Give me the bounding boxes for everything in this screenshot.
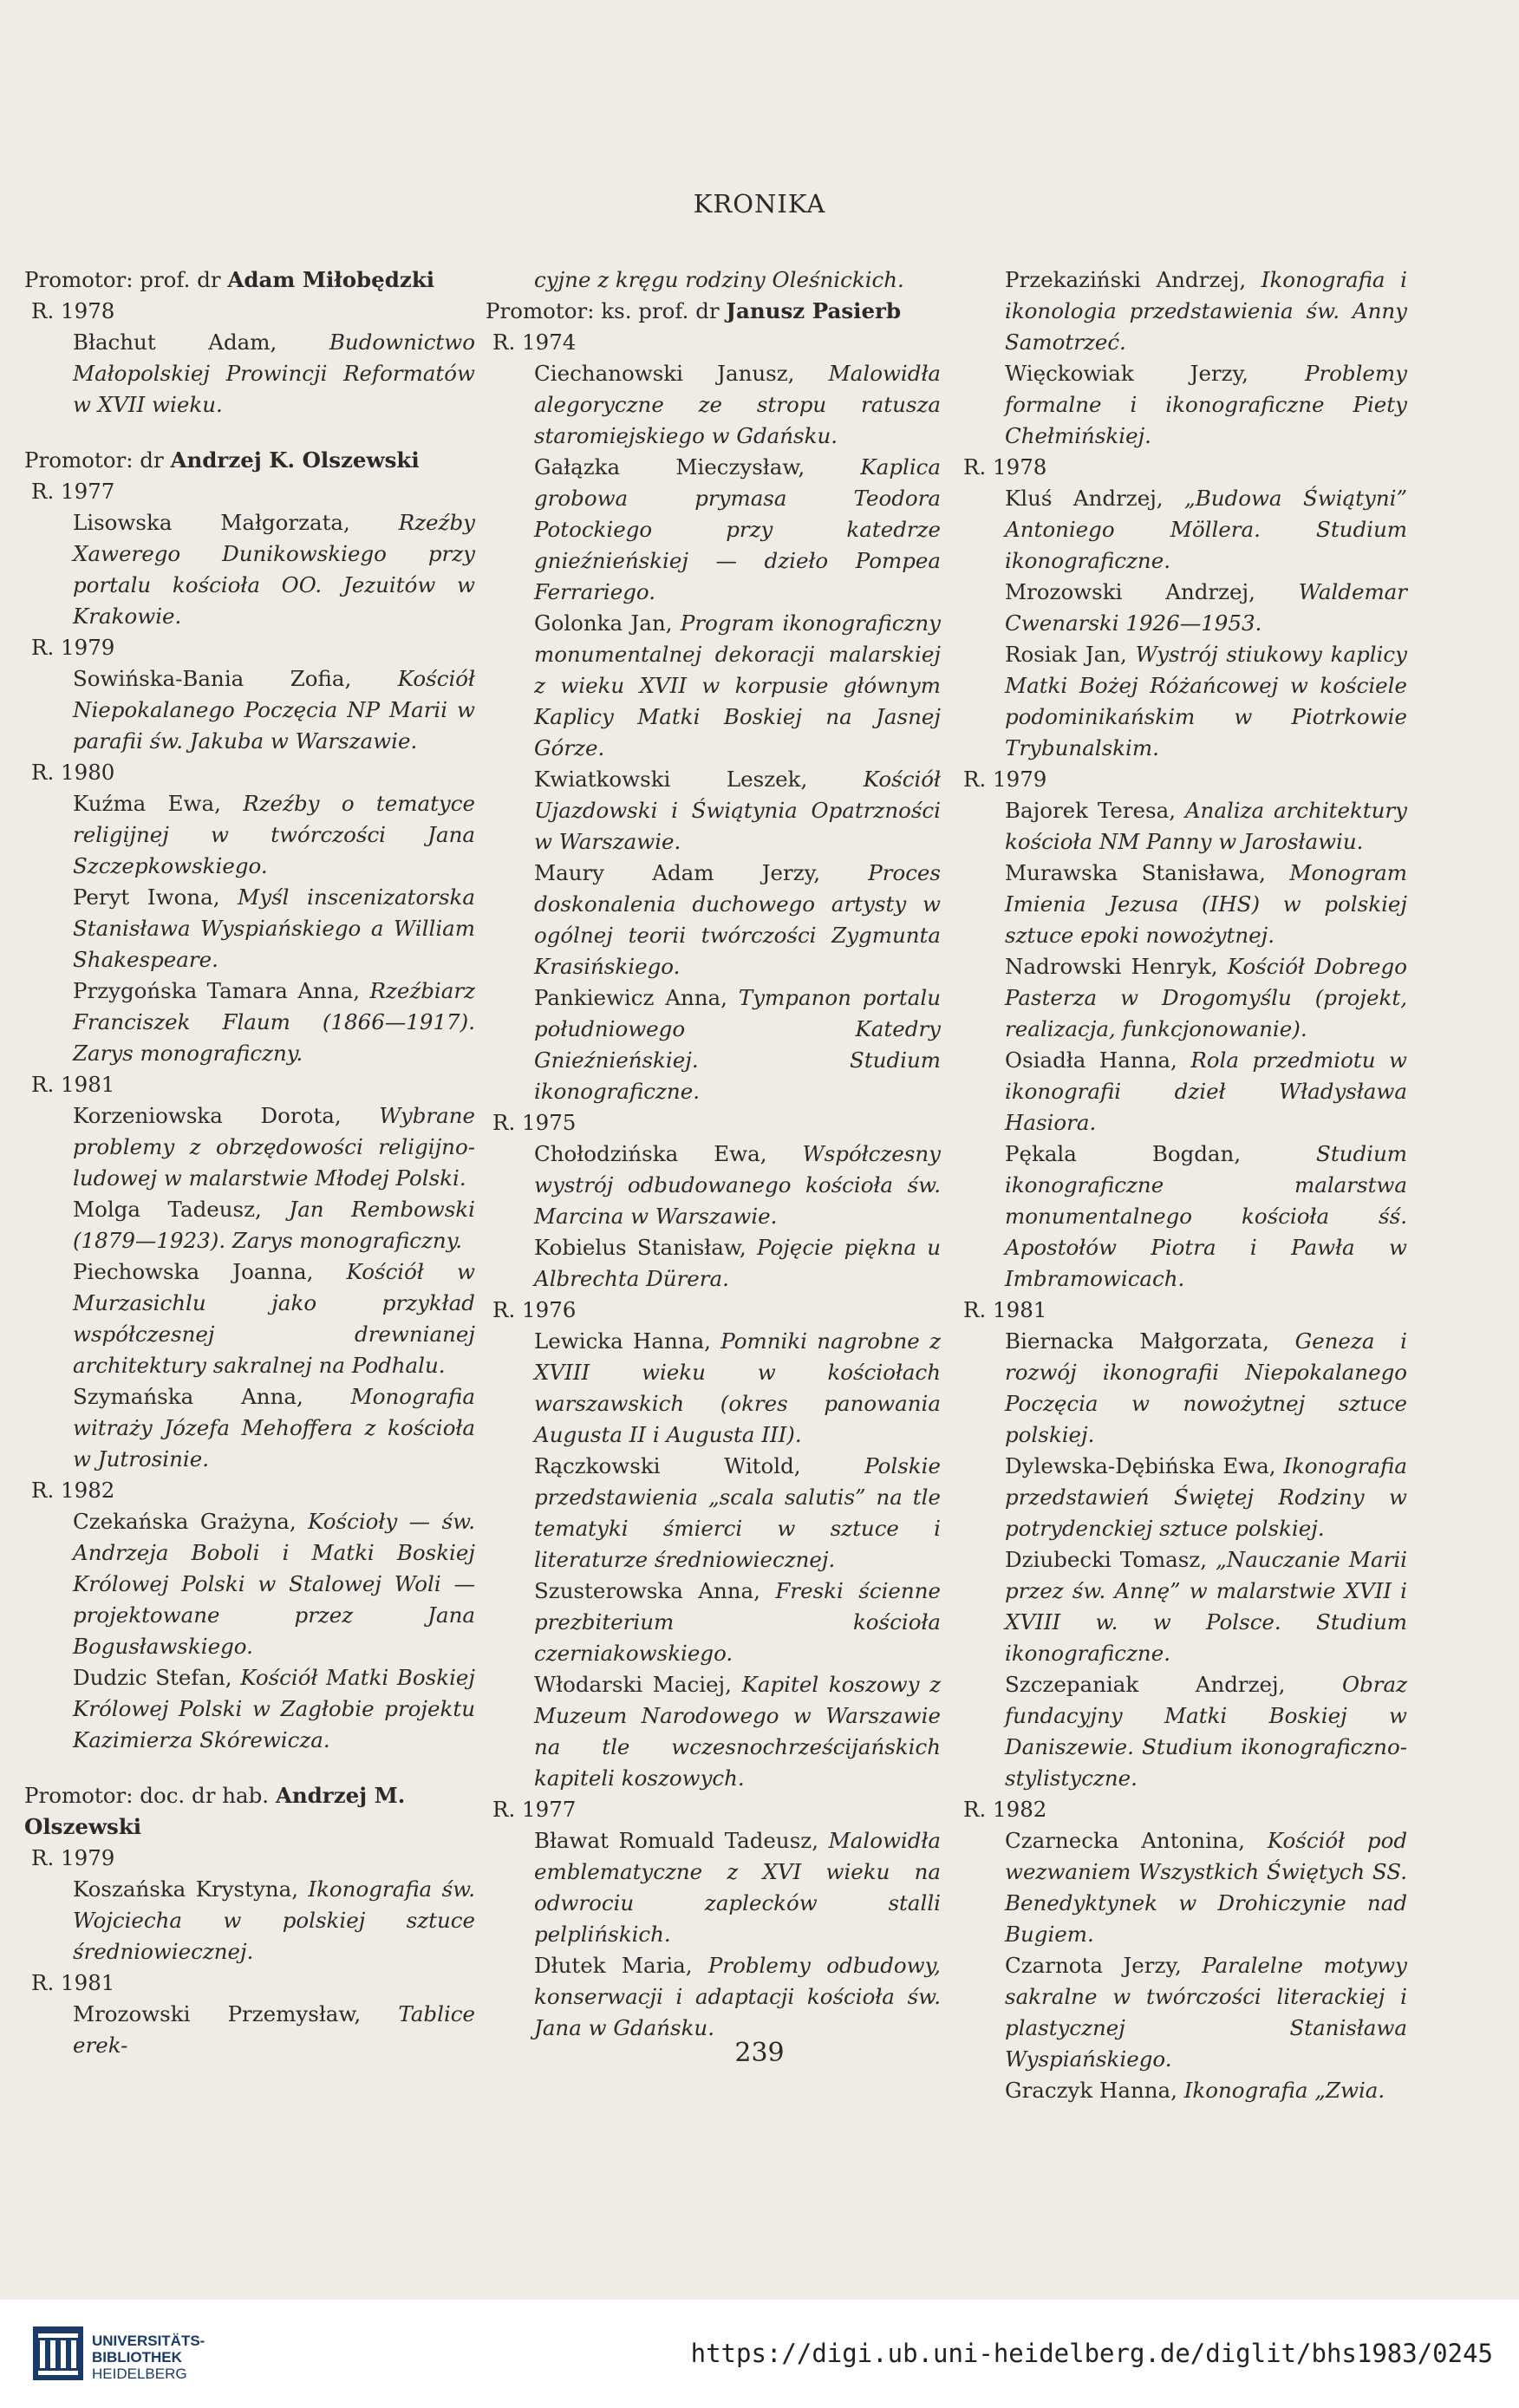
entry-title: Kaplica grobowa prymasa Teodora Potockiego przy katedrze gnieźnieńskiej — dzieło Pompea Ferrariego. xyxy=(534,454,941,604)
entry-author: Czekańska Grażyna, xyxy=(73,1509,309,1534)
thesis-entry xyxy=(486,982,941,1107)
year-heading: R. 1978 xyxy=(963,454,1047,480)
thesis-entry xyxy=(486,358,941,452)
year-heading: R. 1982 xyxy=(963,1797,1047,1822)
entry-author: Dylewska-Dębińska Ewa, xyxy=(1005,1453,1284,1478)
entry-author: Gałązka Mieczysław, xyxy=(534,454,861,480)
thesis-entry xyxy=(24,1194,475,1256)
year-heading: R. 1981 xyxy=(963,1297,1047,1322)
entry-author: Peryt Iwona, xyxy=(73,884,238,910)
entry-title: cyjne z kręgu rodziny Oleśnickich. xyxy=(534,267,904,292)
entry-title: Malowidła emblematyczne z XVI wieku na odwrociu zaplecków stalli pelplińskich. xyxy=(534,1828,941,1947)
entry-author: Rączkowski Witold, xyxy=(534,1453,865,1478)
entry-title: Ikonografia św. Wojciecha w polskiej sztuce średniowiecznej. xyxy=(73,1876,475,1964)
thesis-entry xyxy=(956,577,1407,639)
entry-author: Dudzic Stefan, xyxy=(73,1665,241,1690)
library-name-line1: UNIVERSITÄTS- xyxy=(92,2333,205,2349)
thesis-entry xyxy=(956,1825,1407,1950)
promotor-name: Andrzej M. Olszewski xyxy=(24,1783,406,1839)
entry-title: Rzeźby o tematyce religijnej w twórczości Jana Szczepkowskiego. xyxy=(73,791,475,878)
thesis-entry xyxy=(486,1950,941,2044)
entry-title: Malowidła alegoryczne ze stropu ratusza staromiejskiego w Gdańsku. xyxy=(534,361,941,448)
promotor-prefix: Promotor: doc. dr hab. xyxy=(24,1783,276,1808)
entry-author: Czarnota Jerzy, xyxy=(1005,1953,1203,1978)
entry-title: Kościół Matki Boskiej Królowej Polski w Zagłobie projektu Kazimierza Skórewicza. xyxy=(73,1665,475,1752)
thesis-entry xyxy=(24,788,475,882)
entry-author: Chołodzińska Ewa, xyxy=(534,1141,803,1166)
thesis-entry xyxy=(956,1669,1407,1794)
entry-title: Jan Rembowski (1879—1923). Zarys monograficzny. xyxy=(73,1197,475,1253)
thesis-entry xyxy=(24,507,475,632)
entry-title: Myśl inscenizatorska Stanisława Wyspiańskiego a William Shakespeare. xyxy=(73,884,475,972)
entry-author: Ciechanowski Janusz, xyxy=(534,361,829,386)
thesis-entry xyxy=(24,1874,475,1968)
year-heading: R. 1979 xyxy=(963,767,1047,792)
entry-title: Kościół pod wezwaniem Wszystkich Świętych SS. Benedyktynek w Drohiczynie nad Bugiem. xyxy=(1005,1828,1408,1947)
entry-title: Ikonografia przedstawień Świętej Rodziny w potrydenckiej sztuce polskiej. xyxy=(1005,1453,1407,1541)
library-name xyxy=(92,2333,205,2382)
entry-author: Szusterowska Anna, xyxy=(534,1578,776,1603)
thesis-entry xyxy=(956,1139,1407,1295)
entry-title: Kościół w Murzasichlu jako przykład współczesnej drewnianej architektury sakralnej na Podhalu. xyxy=(73,1259,475,1378)
entry-title: Obraz fundacyjny Matki Boskiej w Daniszewie. Studium ikonograficzno-stylistyczne. xyxy=(1005,1672,1407,1791)
promotor-name: Janusz Pasierb xyxy=(726,298,902,323)
entry-author: Dziubecki Tomasz, xyxy=(1005,1547,1216,1572)
library-name-line2: BIBLIOTHEK xyxy=(92,2349,182,2366)
thesis-entry xyxy=(486,1576,941,1669)
entry-title: Rola przedmiotu w ikonografii dzieł Władysława Hasiora. xyxy=(1005,1047,1407,1135)
entry-title: Tympanon portalu południowego Katedry Gnieźnieńskiej. Studium ikonograficzne. xyxy=(534,985,941,1104)
entry-author: Molga Tadeusz, xyxy=(73,1197,290,1222)
thesis-entry xyxy=(956,1451,1407,1544)
entry-author: Mrozowski Andrzej, xyxy=(1005,579,1299,604)
entry-author: Nadrowski Henryk, xyxy=(1005,954,1228,979)
entry-author: Pękala Bogdan, xyxy=(1005,1141,1317,1166)
entry-title: Pojęcie piękna u Albrechta Dürera. xyxy=(534,1235,941,1291)
page-number: 239 xyxy=(734,2038,785,2068)
entry-author: Przekaziński Andrzej, xyxy=(1005,267,1261,292)
thesis-entry xyxy=(486,1825,941,1950)
thesis-entry xyxy=(24,1381,475,1475)
entry-author: Korzeniowska Dorota, xyxy=(73,1103,380,1128)
entry-author: Lewicka Hanna, xyxy=(534,1328,721,1354)
entry-author: Błachut Adam, xyxy=(73,330,329,355)
thesis-entry xyxy=(956,1045,1407,1139)
thesis-entry xyxy=(956,1544,1407,1669)
thesis-entry xyxy=(956,483,1407,577)
thesis-entry xyxy=(24,976,475,1069)
thesis-entry xyxy=(24,1506,475,1662)
entry-title: Studium ikonograficzne malarstwa monumentalnego kościoła śś. Apostołów Piotra i Pawła w Imbramowicach. xyxy=(1005,1141,1407,1291)
promotor-name: Adam Miłobędzki xyxy=(227,267,435,292)
entry-author: Włodarski Maciej, xyxy=(534,1672,742,1697)
year-heading: R. 1981 xyxy=(31,1072,115,1097)
entry-author: Osiadła Hanna, xyxy=(1005,1047,1191,1073)
entry-author: Sowińska-Bania Zofia, xyxy=(73,666,398,691)
entry-title: Ikonografia i ikonologia przedstawienia św. Anny Samotrzeć. xyxy=(1005,267,1407,355)
entry-title: Kościół Ujazdowski i Świątynia Opatrzności w Warszawie. xyxy=(534,767,941,854)
entry-title: Budownictwo Małopolskiej Prowincji Reformatów w XVII wieku. xyxy=(73,330,475,417)
promotor-prefix: Promotor: dr xyxy=(24,447,171,473)
promotor-heading xyxy=(24,445,475,476)
page-header: KRONIKA xyxy=(693,189,826,219)
entry-author: Dłutek Maria, xyxy=(534,1953,708,1978)
entry-author: Piechowska Joanna, xyxy=(73,1259,347,1284)
entry-title: Problemy odbudowy, konserwacji i adaptacji kościoła św. Jana w Gdańsku. xyxy=(534,1953,941,2040)
entry-title: Freski ścienne prezbiterium kościoła czerniakowskiego. xyxy=(534,1578,941,1666)
thesis-entry xyxy=(486,264,941,296)
thesis-entry xyxy=(956,2075,1407,2106)
entry-title: Monografia witraży Józefa Mehoffera z kościoła w Jutrosinie. xyxy=(73,1384,475,1472)
entry-title: Analiza architektury kościoła NM Panny w Jarosławiu. xyxy=(1005,798,1407,854)
entry-title: Kościoły — św. Andrzeja Boboli i Matki Boskiej Królowej Polski w Stalowej Woli — projektowane przez Jana Bogusławskiego. xyxy=(73,1509,475,1659)
year-heading: R. 1975 xyxy=(492,1110,577,1135)
promotor-heading xyxy=(24,264,475,296)
entry-title: Program ikonograficzny monumentalnej dekoracji malarskiej z wieku XVII w korpusie głównym Kaplicy Matki Boskiej na Jasnej Górze. xyxy=(534,610,941,760)
thesis-entry xyxy=(956,795,1407,858)
entry-author: Kobielus Stanisław, xyxy=(534,1235,757,1260)
thesis-entry xyxy=(486,858,941,982)
column-2 xyxy=(486,264,941,2044)
entry-author: Szymańska Anna, xyxy=(73,1384,351,1409)
entry-title: Proces doskonalenia duchowego artysty w ogólnej teorii twórczości Zygmunta Krasińskiego. xyxy=(534,860,941,979)
thesis-entry xyxy=(486,1326,941,1451)
column-3 xyxy=(956,264,1407,2106)
entry-title: „Nauczanie Marii przez św. Annę” w malarstwie XVII i XVIII w. w Polsce. Studium ikonograficzne. xyxy=(1005,1547,1408,1666)
entry-author: Bajorek Teresa, xyxy=(1005,798,1185,823)
thesis-entry xyxy=(486,764,941,858)
thesis-entry xyxy=(486,1451,941,1576)
thesis-entry xyxy=(956,951,1407,1045)
thesis-entry xyxy=(486,1669,941,1794)
thesis-entry xyxy=(24,1256,475,1381)
thesis-entry xyxy=(24,882,475,976)
entry-title: „Budowa Świątyni” Antoniego Möllera. Studium ikonograficzne. xyxy=(1005,486,1407,573)
entry-title: Kościół Niepokalanego Poczęcia NP Marii w parafii św. Jakuba w Warszawie. xyxy=(73,666,475,754)
year-heading: R. 1981 xyxy=(31,1970,115,1995)
entry-title: Pomniki nagrobne z XVIII wieku w kościołach warszawskich (okres panowania Augusta II i Augusta III). xyxy=(534,1328,941,1447)
entry-title: Wybrane problemy z obrzędowości religijno-ludowej w malarstwie Młodej Polski. xyxy=(73,1103,475,1191)
entry-author: Więckowiak Jerzy, xyxy=(1005,361,1305,386)
year-heading: R. 1979 xyxy=(31,1845,115,1870)
thesis-entry xyxy=(956,358,1407,452)
entry-title: Kapitel koszowy z Muzeum Narodowego w Warszawie na tle wczesnochrześcijańskich kapiteli koszowych. xyxy=(534,1672,942,1791)
entry-title: Paralelne motywy sakralne w twórczości literackiej i plastycznej Stanisława Wyspiańskiego. xyxy=(1005,1953,1407,2072)
thesis-entry xyxy=(24,327,475,421)
promotor-heading xyxy=(24,1780,475,1843)
promotor-prefix: Promotor: prof. dr xyxy=(24,267,228,292)
year-heading: R. 1976 xyxy=(492,1297,577,1322)
entry-title: Problemy formalne i ikonograficzne Piety Chełmińskiej. xyxy=(1005,361,1407,448)
entry-author: Kluś Andrzej, xyxy=(1005,486,1185,511)
entry-author: Pankiewicz Anna, xyxy=(534,985,739,1010)
thesis-entry xyxy=(486,1232,941,1295)
thesis-entry xyxy=(956,858,1407,951)
entry-author: Biernacka Małgorzata, xyxy=(1005,1328,1295,1354)
column-1 xyxy=(24,264,475,2061)
promotor-heading xyxy=(486,296,941,327)
entry-author: Maury Adam Jerzy, xyxy=(534,860,869,885)
library-name-line3: HEIDELBERG xyxy=(92,2366,187,2382)
entry-author: Golonka Jan, xyxy=(534,610,681,636)
year-heading: R. 1982 xyxy=(31,1478,115,1503)
entry-title: Geneza i rozwój ikonografii Niepokalanego Poczęcia w nowożytnej sztuce polskiej. xyxy=(1005,1328,1407,1447)
entry-title: Kościół Dobrego Pasterza w Drogomyślu (projekt, realizacja, funkcjonowanie). xyxy=(1005,954,1407,1041)
entry-title: Rzeźbiarz Franciszek Flaum (1866—1917). Zarys monograficzny. xyxy=(73,978,475,1066)
thesis-entry xyxy=(486,1139,941,1232)
year-heading: R. 1977 xyxy=(31,479,115,504)
promotor-prefix: Promotor: ks. prof. dr xyxy=(486,298,727,323)
entry-title: Waldemar Cwenarski 1926—1953. xyxy=(1005,579,1407,636)
entry-author: Kuźma Ewa, xyxy=(73,791,244,816)
year-heading: R. 1980 xyxy=(31,760,115,785)
promotor-name: Andrzej K. Olszewski xyxy=(170,447,420,473)
entry-author: Koszańska Krystyna, xyxy=(73,1876,309,1902)
thesis-entry xyxy=(486,608,941,764)
university-library-logo-icon xyxy=(33,2326,83,2380)
entry-author: Kwiatkowski Leszek, xyxy=(534,767,864,792)
thesis-entry xyxy=(956,1326,1407,1451)
year-heading: R. 1978 xyxy=(31,298,115,323)
entry-title: Tablice erek- xyxy=(73,2001,475,2058)
year-heading: R. 1979 xyxy=(31,635,115,660)
section-gap xyxy=(24,1756,475,1780)
thesis-entry xyxy=(956,639,1407,764)
entry-title: Monogram Imienia Jezusa (IHS) w polskiej sztuce epoki nowożytnej. xyxy=(1005,860,1407,948)
entry-title: Ikonografia „Zwia. xyxy=(1183,2078,1385,2103)
section-gap xyxy=(24,421,475,445)
entry-author: Czarnecka Antonina, xyxy=(1005,1828,1268,1853)
entry-author: Szczepaniak Andrzej, xyxy=(1005,1672,1342,1697)
entry-author: Murawska Stanisława, xyxy=(1005,860,1290,885)
thesis-entry xyxy=(486,452,941,608)
entry-author: Bławat Romuald Tadeusz, xyxy=(534,1828,829,1853)
entry-author: Mrozowski Przemysław, xyxy=(73,2001,399,2026)
thesis-entry xyxy=(24,663,475,757)
entry-title: Współczesny wystrój odbudowanego kościoła św. Marcina w Warszawie. xyxy=(534,1141,941,1229)
entry-author: Lisowska Małgorzata, xyxy=(73,510,399,535)
entry-title: Rzeźby Xawerego Dunikowskiego przy portalu kościoła OO. Jezuitów w Krakowie. xyxy=(73,510,475,629)
thesis-entry xyxy=(24,1100,475,1194)
entry-author: Graczyk Hanna, xyxy=(1005,2078,1184,2103)
thesis-entry xyxy=(956,264,1407,358)
entry-author: Rosiak Jan, xyxy=(1005,642,1136,667)
year-heading: R. 1977 xyxy=(492,1797,577,1822)
entry-title: Wystrój stiukowy kaplicy Matki Bożej Różańcowej w kościele podominikańskim w Piotrkowie Trybunalskim. xyxy=(1005,642,1407,760)
entry-author: Przygońska Tamara Anna, xyxy=(73,978,370,1003)
thesis-entry xyxy=(24,1662,475,1756)
permalink-url[interactable]: https://digi.ub.uni-heidelberg.de/diglit/bhs1983/0245 xyxy=(690,2339,1493,2368)
year-heading: R. 1974 xyxy=(492,330,577,355)
entry-title: Polskie przedstawienia „scala salutis” na tle tematyki śmierci w sztuce i literaturze średniowiecznej. xyxy=(534,1453,941,1572)
